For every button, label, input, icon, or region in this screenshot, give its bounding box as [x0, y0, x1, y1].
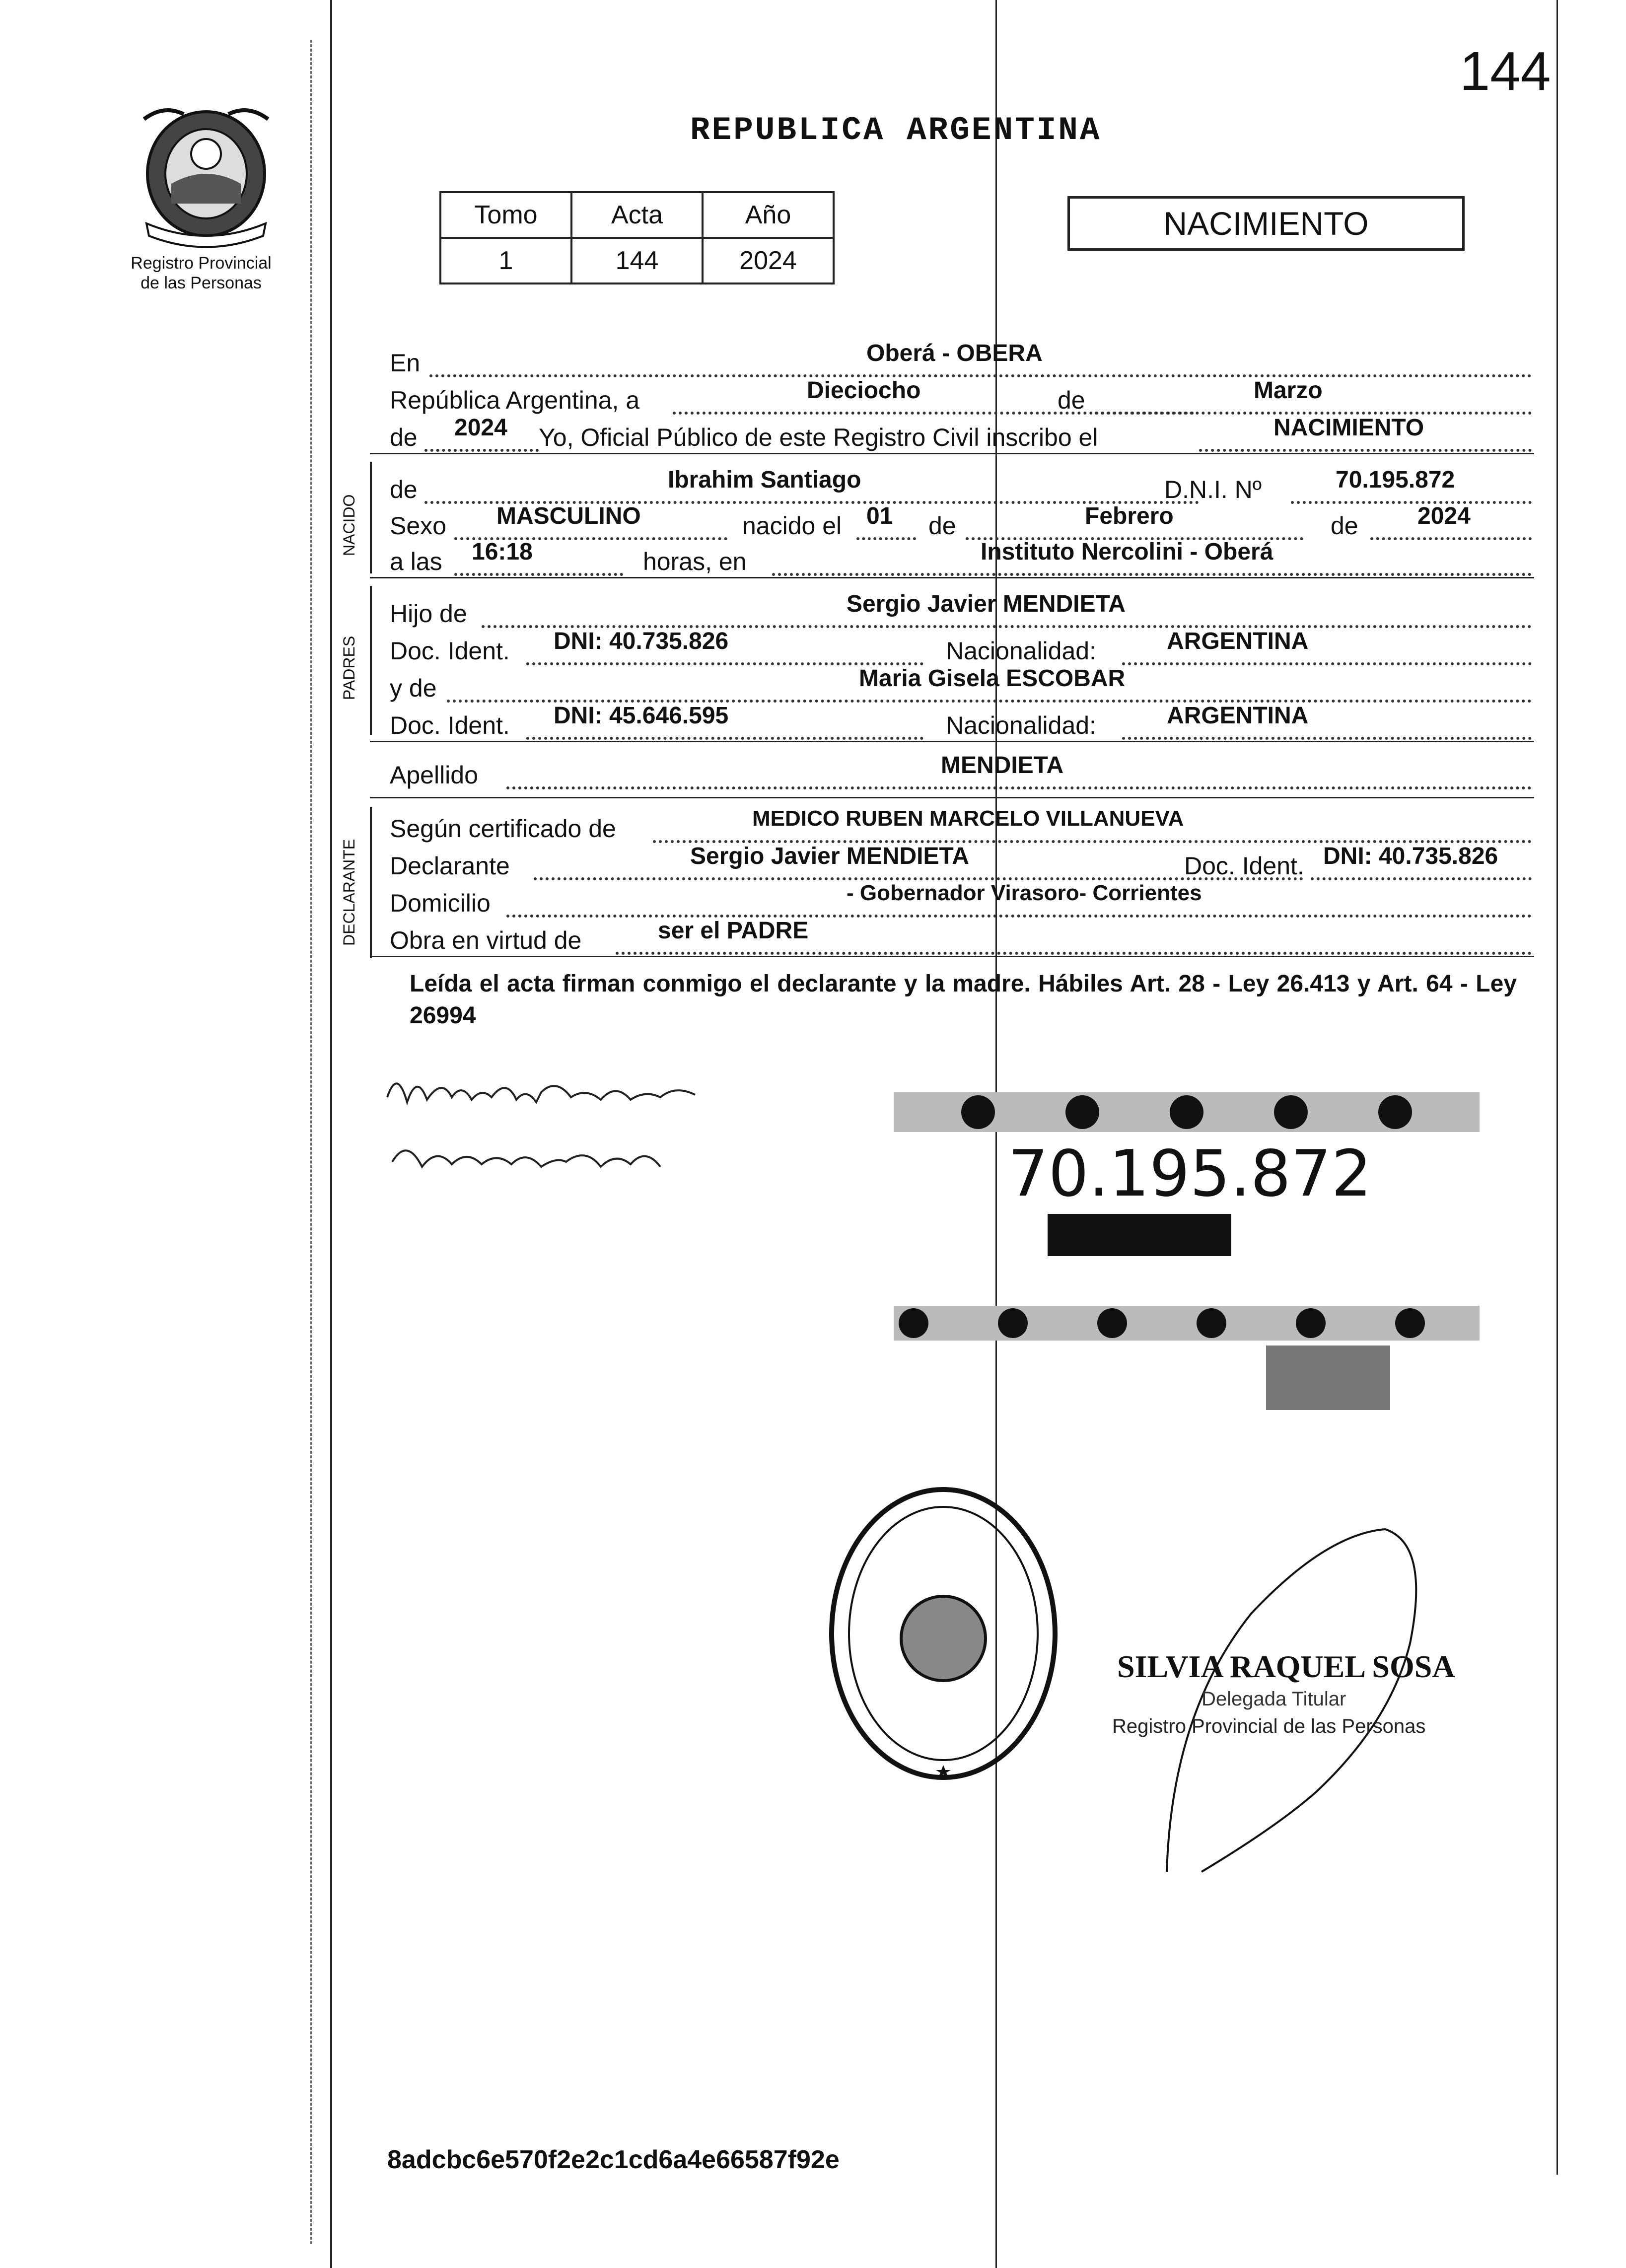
registry-label-line2: de las Personas: [141, 274, 262, 292]
section-divider: [370, 577, 1534, 578]
dotted-line: [506, 786, 1532, 789]
value-obra: ser el PADRE: [658, 918, 809, 944]
label-de: de: [1058, 386, 1085, 414]
official-name: SILVIA RAQUEL SOSA: [1117, 1649, 1455, 1684]
left-margin-line: [330, 0, 332, 2268]
value-anio: 2024: [454, 415, 507, 441]
row-republica: [390, 377, 1532, 415]
row-y-de: [390, 665, 1532, 703]
value-lugar-nac: Instituto Nercolini - Oberá: [981, 539, 1273, 565]
table-value-tomo: 1: [440, 238, 571, 284]
label-doc: Doc. Ident.: [1184, 852, 1304, 880]
dotted-line: [1311, 877, 1532, 880]
value-madre-nac: ARGENTINA: [1167, 703, 1309, 729]
table-header-acta: Acta: [571, 192, 703, 238]
left-dashed-margin: [310, 40, 312, 2244]
security-stamp: [889, 1082, 1485, 1420]
label-certificado: Según certificado de: [390, 815, 616, 843]
label-oficial: Yo, Oficial Público de este Registro Civil inscribo el: [539, 424, 1098, 451]
value-sexo: MASCULINO: [496, 503, 641, 529]
dotted-line: [1122, 737, 1532, 740]
row-anio: [390, 417, 1532, 452]
value-nombre: Ibrahim Santiago: [668, 467, 861, 493]
official-role: Delegada Titular: [1202, 1688, 1346, 1710]
row-apellido: [390, 752, 1532, 789]
registry-label: [117, 253, 285, 293]
label-hijo-de: Hijo de: [390, 600, 467, 628]
section-divider: [370, 797, 1534, 798]
section-label-padres: PADRES: [340, 636, 358, 700]
row-domicilio: [390, 883, 1532, 918]
row-hijo-de: [390, 593, 1532, 628]
value-domicilio: - Gobernador Virasoro- Corrientes: [847, 881, 1202, 905]
section-divider: [370, 956, 1534, 957]
value-madre: Maria Gisela ESCOBAR: [859, 665, 1126, 692]
table-value-anio: 2024: [703, 238, 834, 284]
value-dia: Dieciocho: [807, 377, 921, 404]
label-y-de: y de: [390, 674, 437, 702]
row-en: [390, 340, 1532, 377]
dotted-line: [1291, 501, 1532, 504]
label-nacido-el: nacido el: [742, 512, 842, 540]
closing-statement: Leída el acta firman conmigo el declarante y la madre. Hábiles Art. 28 - Ley 26.413 y Art. 64 - Ley 26994: [410, 971, 1517, 1029]
value-certificado: MEDICO RUBEN MARCELO VILLANUEVA: [752, 806, 1184, 831]
value-padre: Sergio Javier MENDIETA: [847, 591, 1126, 617]
registry-round-seal: [819, 1480, 1067, 1807]
table-value-acta: 144: [571, 238, 703, 284]
section-divider: [370, 453, 1534, 454]
value-apellido: MENDIETA: [941, 752, 1064, 779]
label-horas-en: horas, en: [643, 548, 747, 575]
label-de: de: [390, 476, 418, 503]
label-doc: Doc. Ident.: [390, 637, 510, 665]
declarante-bracket: [370, 807, 372, 958]
dotted-line: [454, 573, 623, 576]
dotted-line: [1122, 662, 1532, 665]
label-en: En: [390, 349, 421, 377]
label-republica: República Argentina, a: [390, 386, 640, 414]
label-domicilio: Domicilio: [390, 889, 491, 917]
padres-bracket: [370, 586, 372, 735]
row-declarante: [390, 843, 1532, 880]
country-title: REPUBLICA ARGENTINA: [690, 112, 1102, 149]
row-obra: [390, 920, 1532, 955]
value-declarante: Sergio Javier MENDIETA: [690, 843, 969, 869]
row-nacido-sexo: [390, 505, 1532, 540]
dotted-line: [772, 573, 1532, 576]
value-padre-doc: DNI: 40.735.826: [554, 628, 729, 654]
nacido-bracket: [370, 462, 372, 573]
row-nacido-hora: [390, 541, 1532, 576]
official-office: Registro Provincial de las Personas: [1112, 1715, 1426, 1737]
right-margin-line: [1556, 0, 1558, 2175]
label-nac: Nacionalidad:: [946, 711, 1096, 739]
value-mes: Marzo: [1254, 377, 1323, 404]
value-padre-nac: ARGENTINA: [1167, 628, 1309, 654]
label-doc: Doc. Ident.: [390, 711, 510, 739]
document-hash: 8adcbc6e570f2e2c1cd6a4e66587f92e: [387, 2145, 840, 2174]
label-obra: Obra en virtud de: [390, 926, 582, 954]
province-emblem: [124, 99, 288, 253]
label-de: de: [928, 512, 956, 540]
dotted-line: [616, 952, 1532, 955]
label-nac: Nacionalidad:: [946, 637, 1096, 665]
dotted-line: [526, 737, 923, 740]
value-madre-doc: DNI: 45.646.595: [554, 703, 729, 729]
value-tipo: NACIMIENTO: [1273, 415, 1424, 441]
dotted-line: [1199, 449, 1532, 452]
value-dni: 70.195.872: [1336, 467, 1455, 493]
dotted-line: [856, 537, 916, 540]
label-a-las: a las: [390, 548, 442, 575]
label-dni: D.N.I. Nº: [1164, 476, 1262, 503]
row-nacido-nombre: [390, 469, 1532, 504]
record-type-box: NACIMIENTO: [1067, 196, 1465, 251]
value-anio: 2024: [1417, 503, 1471, 529]
value-hora: 16:18: [472, 539, 533, 565]
table-header-tomo: Tomo: [440, 192, 571, 238]
dotted-line: [1370, 537, 1532, 540]
handwritten-signatures: [377, 1058, 824, 1216]
dotted-line: [429, 374, 1532, 377]
row-padre-doc: [390, 628, 1532, 665]
label-sexo: Sexo: [390, 512, 446, 540]
section-label-declarante: DECLARANTE: [340, 839, 358, 946]
section-label-nacido: NACIDO: [340, 494, 358, 556]
label-de2: de: [390, 424, 418, 451]
registry-label-line1: Registro Provincial: [131, 254, 272, 273]
row-certificado: [390, 808, 1532, 843]
label-declarante: Declarante: [390, 852, 510, 880]
stamp-number: 70.195.872: [1008, 1137, 1372, 1211]
page-number: 144: [1460, 41, 1551, 102]
label-de2: de: [1331, 512, 1358, 540]
value-lugar: Oberá - OBERA: [866, 340, 1043, 366]
value-mes: Febrero: [1085, 503, 1174, 529]
table-header-anio: Año: [703, 192, 834, 238]
value-dia: 01: [866, 503, 893, 529]
row-madre-doc: [390, 705, 1532, 740]
label-apellido: Apellido: [390, 761, 478, 789]
record-table: [439, 191, 835, 284]
section-divider: [370, 741, 1534, 742]
dotted-line: [424, 449, 539, 452]
value-declarante-doc: DNI: 40.735.826: [1323, 843, 1498, 869]
